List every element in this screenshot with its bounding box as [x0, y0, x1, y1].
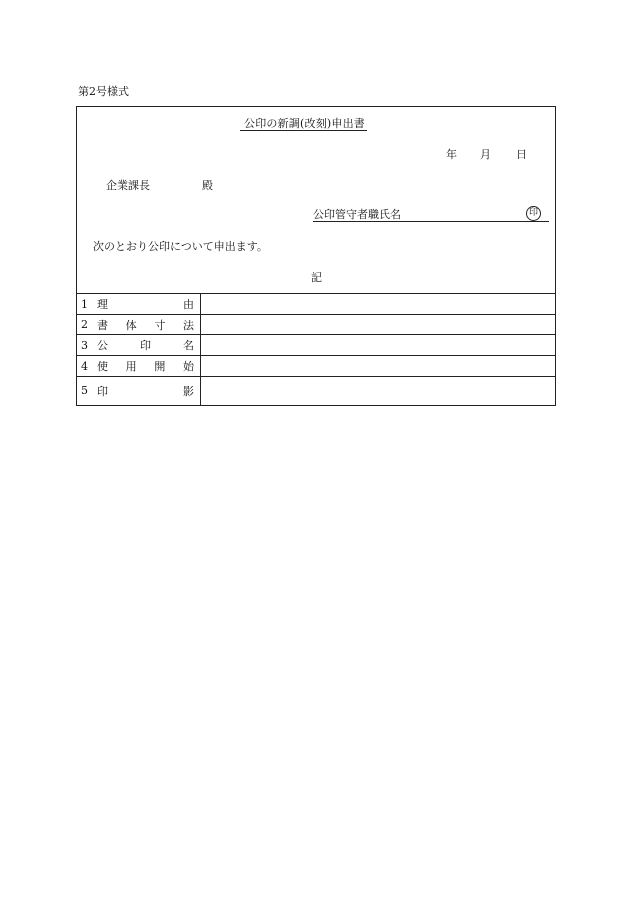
label-char: 由 — [183, 298, 194, 311]
label-char: 印 — [140, 339, 151, 352]
honorific: 殿 — [202, 179, 213, 192]
items-table — [76, 293, 556, 405]
row-number: 5 — [81, 384, 88, 398]
table-row — [76, 335, 556, 356]
row-number: 2 — [81, 318, 88, 331]
table-row — [76, 356, 556, 377]
body-text: 次のとおり公印について申出ます。 — [93, 240, 268, 253]
row-label — [76, 294, 201, 315]
custodian-name-line: 公印管守者職氏名 — [313, 209, 549, 222]
row-label — [76, 356, 201, 377]
date-year-label: 年 — [446, 148, 457, 161]
value-cell[interactable] — [201, 377, 557, 405]
label-char: 印 — [97, 384, 108, 398]
row-number: 1 — [81, 297, 88, 311]
label-char: 理 — [97, 298, 108, 311]
table-row — [76, 377, 556, 405]
form-number: 第2号様式 — [78, 85, 129, 98]
ki-label: 記 — [311, 271, 322, 284]
value-cell[interactable] — [201, 356, 557, 377]
document-title: 公印の新調(改刻)申出書 — [240, 118, 367, 131]
addressee: 企業課長 — [106, 179, 150, 192]
label-char: 寸 — [154, 318, 166, 332]
value-cell[interactable] — [201, 294, 557, 315]
label-char: 体 — [125, 318, 137, 332]
value-cell[interactable] — [201, 315, 557, 335]
label-char: 法 — [182, 318, 194, 332]
row-label — [76, 315, 201, 335]
value-cell[interactable] — [201, 335, 557, 356]
label-char: 開 — [154, 360, 166, 373]
table-row — [76, 315, 556, 335]
row-label — [76, 377, 201, 405]
label-char: 名 — [183, 339, 194, 352]
row-number: 4 — [81, 359, 88, 373]
label-char: 公 — [97, 339, 108, 352]
row-number: 3 — [81, 338, 88, 352]
date-day-label: 日 — [516, 148, 527, 161]
label-char: 影 — [183, 384, 194, 398]
label-char: 書 — [97, 318, 108, 332]
row-label — [76, 335, 201, 356]
date-month-label: 月 — [480, 148, 491, 161]
label-char: 用 — [125, 360, 137, 373]
label-char: 使 — [97, 360, 108, 373]
label-char: 始 — [182, 360, 194, 373]
table-row — [76, 294, 556, 315]
seal-mark: 印 — [526, 206, 541, 221]
